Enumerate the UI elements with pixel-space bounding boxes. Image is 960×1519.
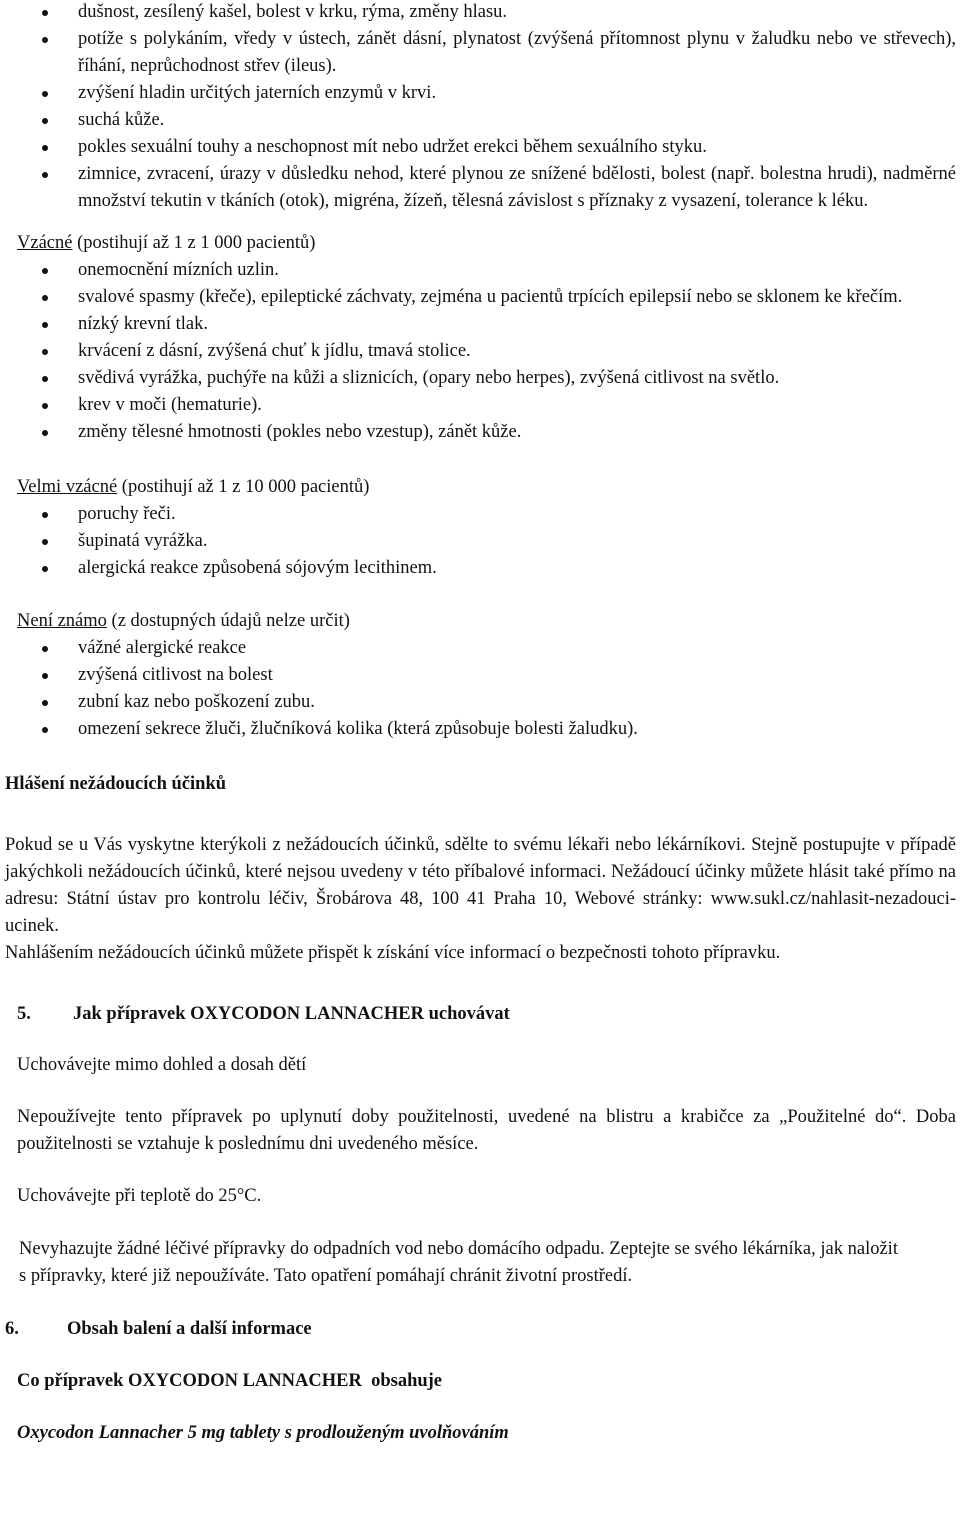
list-item: suchá kůže. xyxy=(0,107,960,134)
very-rare-heading xyxy=(0,474,960,501)
rare-label: Vzácné xyxy=(17,233,73,253)
list-item: krvácení z dásní, zvýšená chuť k jídlu, tmavá stolice. xyxy=(0,338,960,365)
section-5-number: 5. xyxy=(17,1004,31,1024)
storage-temperature-text: Uchovávejte při teplotě do 25°C. xyxy=(17,1186,262,1206)
continued-side-effects-list xyxy=(0,0,960,215)
list-item: změny tělesné hmotnosti (pokles nebo vzestup), zánět kůže. xyxy=(0,419,960,446)
section-6-title: Obsah balení a další informace xyxy=(67,1319,312,1339)
expiry-text: Nepoužívejte tento přípravek po uplynutí doby použitelnosti, uvedené na blistru a krabičce za „Použitelné do“. Doba použitelnosti se vztahuje k poslednímu dni uvedeného měsíce. xyxy=(17,1107,956,1154)
rare-list xyxy=(0,257,960,446)
list-item: alergická reakce způsobená sójovým lecithinem. xyxy=(0,555,960,582)
disposal-text: Nevyhazujte žádné léčivé přípravky do odpadních vod nebo domácího odpadu. Zeptejte se svého lékárníka, jak naložit s přípravky, které již nepoužíváte. Tato opatření pomáhají chránit životní prostředí. xyxy=(19,1239,898,1286)
list-item: krev v moči (hematurie). xyxy=(0,392,960,419)
storage-children-text: Uchovávejte mimo dohled a dosah dětí xyxy=(17,1055,307,1075)
section-6-subtitle: Co přípravek OXYCODON LANNACHER obsahuje xyxy=(17,1371,443,1391)
list-item: pokles sexuální touhy a neschopnost mít nebo udržet erekci během sexuálního styku. xyxy=(0,134,960,161)
list-item: nízký krevní tlak. xyxy=(0,311,960,338)
section-6-heading xyxy=(0,1316,960,1343)
list-item: potíže s polykáním, vředy v ústech, zánět dásní, plynatost (zvýšená přítomnost plynu v žaludku nebo ve střevech), říhání, neprůchodnost střev (ileus). xyxy=(0,26,960,80)
list-item: vážné alergické reakce xyxy=(0,635,960,662)
list-item: svědivá vyrážka, puchýře na kůži a sliznicích, (opary nebo herpes), zvýšená citlivost na světlo. xyxy=(0,365,960,392)
very-rare-list xyxy=(0,501,960,582)
unknown-frequency-list xyxy=(0,635,960,743)
list-item: omezení sekrece žluči, žlučníková kolika (která způsobuje bolesti žaludku). xyxy=(0,716,960,743)
list-item: onemocnění mízních uzlin. xyxy=(0,257,960,284)
list-item: zvýšení hladin určitých jaterních enzymů v krvi. xyxy=(0,80,960,107)
unknown-label: Není známo xyxy=(17,611,107,631)
continued-side-effects-list-block xyxy=(0,0,960,215)
unknown-note: (z dostupných údajů nelze určit) xyxy=(111,611,350,631)
very-rare-label: Velmi vzácné xyxy=(17,477,118,497)
list-item: svalové spasmy (křeče), epileptické záchvaty, zejména u pacientů trpících epilepsií nebo se sklonem ke křečím. xyxy=(0,284,960,311)
reporting-title: Hlášení nežádoucích účinků xyxy=(5,774,227,794)
list-item: dušnost, zesílený kašel, bolest v krku, rýma, změny hlasu. xyxy=(0,0,960,26)
reporting-paragraph: Pokud se u Vás vyskytne kterýkoli z nežádoucích účinků, sdělte to svému lékaři nebo lékárníkovi. Stejně postupujte v případě jakýchkoli nežádoucích účinků, které nejsou uvedeny v této příbalové informaci. Nežádoucí účinky můžete hlásit také přímo na adresu: Státní ústav pro kontrolu léčiv, Šrobárova 48, 100 41 Praha 10, Webové stránky: www.sukl.cz/nahlasit-nezadouci-ucinek. xyxy=(5,835,956,936)
rare-heading xyxy=(0,230,960,257)
list-item: zvýšená citlivost na bolest xyxy=(0,662,960,689)
list-item: zubní kaz nebo poškození zubu. xyxy=(0,689,960,716)
list-item: šupinatá vyrážka. xyxy=(0,528,960,555)
section-5-heading xyxy=(0,1001,960,1028)
very-rare-note: (postihují až 1 z 10 000 pacientů) xyxy=(121,477,370,497)
unknown-frequency-heading xyxy=(0,608,960,635)
product-name: Oxycodon Lannacher 5 mg tablety s prodlouženým uvolňováním xyxy=(17,1423,509,1443)
rare-note: (postihují až 1 z 1 000 pacientů) xyxy=(77,233,316,253)
list-item: zimnice, zvracení, úrazy v důsledku nehod, které plynou ze snížené bdělosti, bolest (např. bolestna hrudi), nadměrné množství tekutin v tkáních (otok), migréna, žízeň, tělesná závislost s příznaky z vysazení, tolerance k léku. xyxy=(0,161,960,215)
section-6-number: 6. xyxy=(5,1319,19,1339)
list-item: poruchy řeči. xyxy=(0,501,960,528)
section-5-title: Jak přípravek OXYCODON LANNACHER uchovávat xyxy=(73,1004,510,1024)
reporting-closing-paragraph: Nahlášením nežádoucích účinků můžete přispět k získání více informací o bezpečnosti tohoto přípravku. xyxy=(5,943,781,963)
